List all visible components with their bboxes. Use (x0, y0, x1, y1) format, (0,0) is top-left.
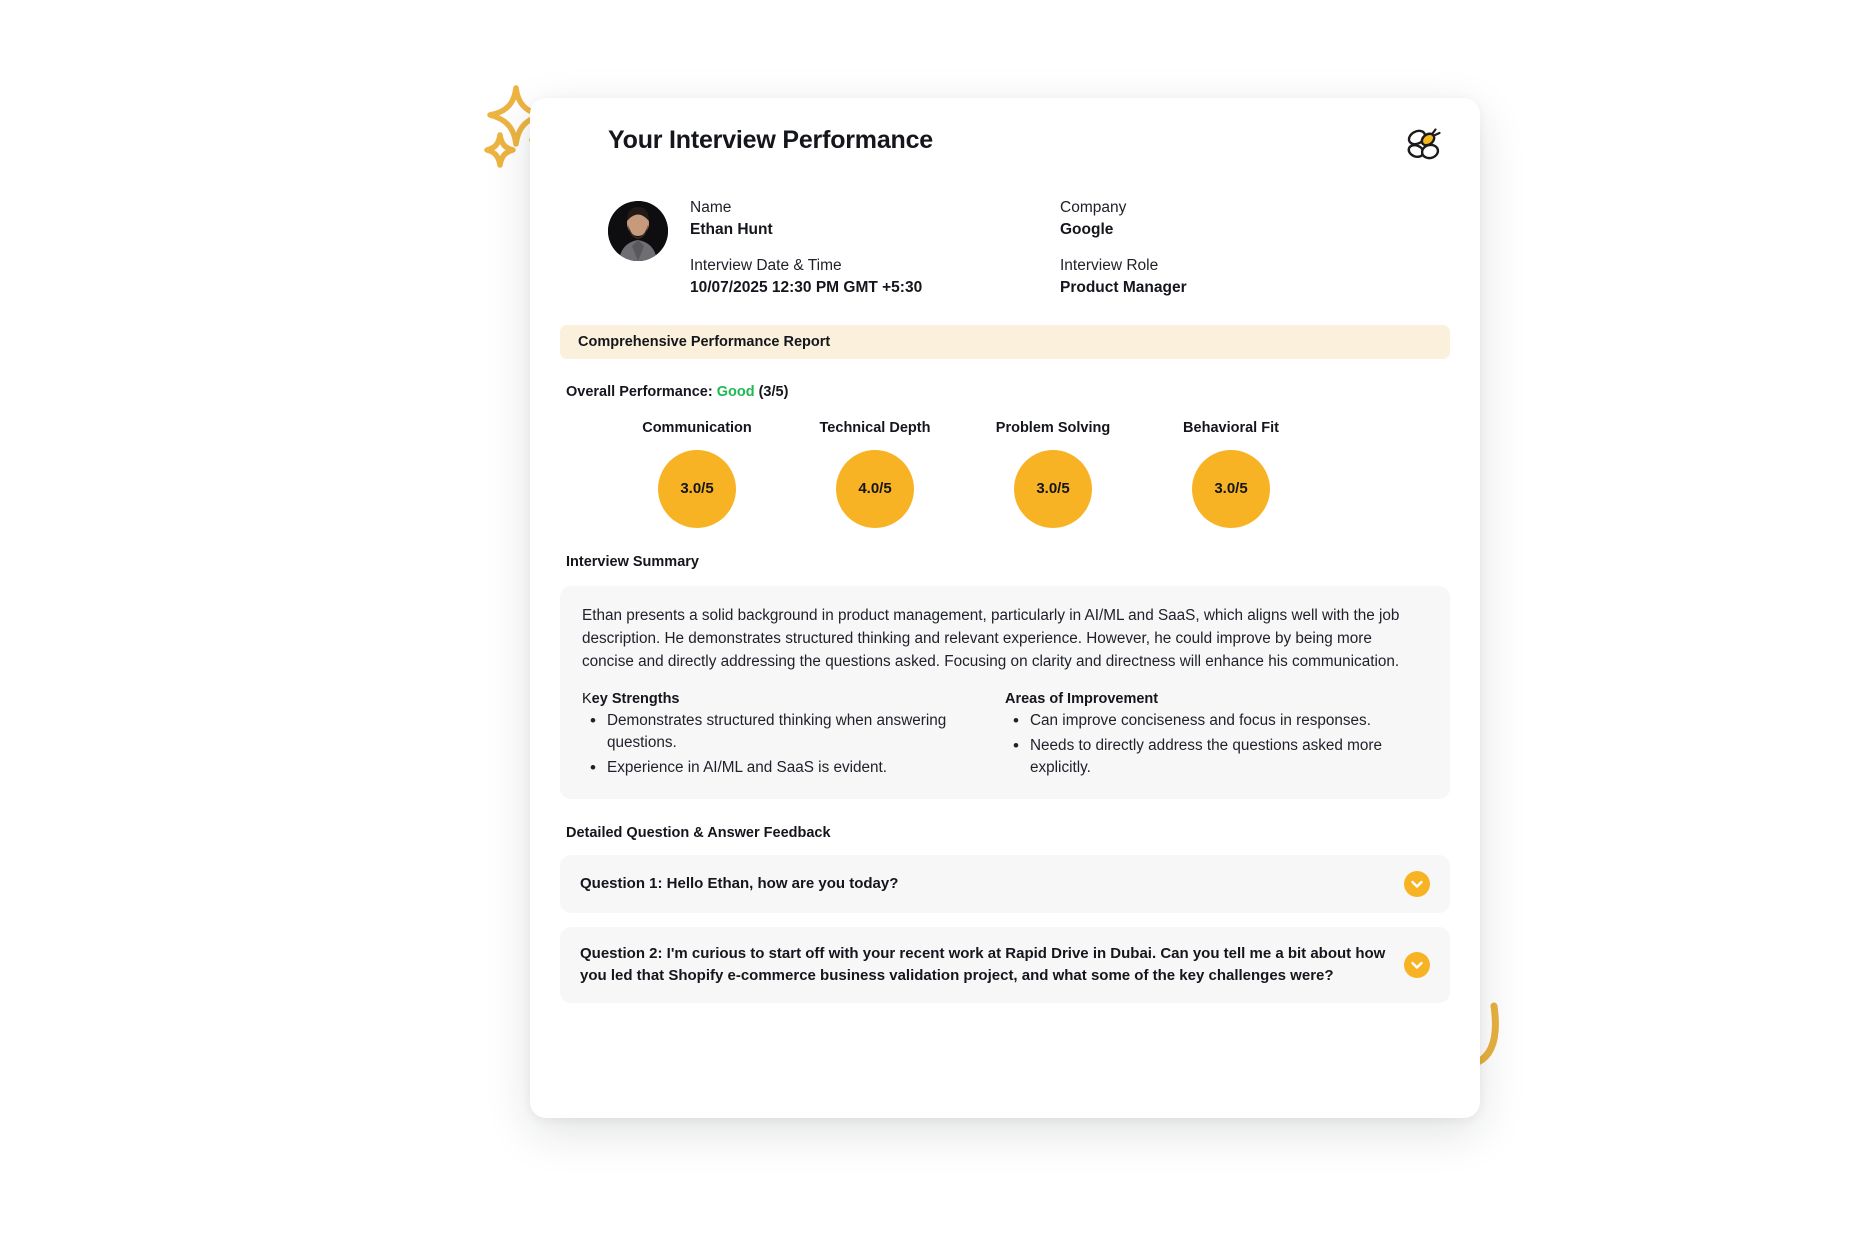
field-label: Name (690, 199, 732, 216)
score-grid (560, 420, 1450, 528)
field-value: Product Manager (1060, 278, 1187, 296)
field-value: Google (1060, 220, 1114, 238)
list-item: • Demonstrates structured thinking when answering questions. (582, 710, 987, 753)
qa-question-text: Question 2: I'm curious to start off with your recent work at Rapid Drive in Dubai. Can you tell me a bit about how you led that Shopify e-commerce business validation project, and what some of the key challenges were? (580, 944, 1386, 984)
qa-question-text: Question 1: Hello Ethan, how are you today? (580, 874, 899, 892)
field-interview-datetime (690, 256, 1060, 299)
score-label: Behavioral Fit (1183, 419, 1279, 436)
overall-score-value: (3/5) (754, 383, 789, 400)
summary-paragraph: Ethan presents a solid background in product management, particularly in AI/ML and SaaS, which aligns well with the job description. He demonstrates structured thinking and relevant experience. However, he could improve by being more concise and directly addressing the questions asked. Focusing on clarity and directness will enhance his communication. (582, 606, 1400, 671)
overall-label: Overall Performance: (566, 383, 717, 400)
score-label: Problem Solving (995, 419, 1111, 436)
field-label: Interview Date & Time (690, 256, 842, 274)
profile-block (560, 198, 1450, 299)
card-header (560, 120, 1450, 176)
field-company (1060, 198, 1390, 241)
field-name (690, 198, 1060, 241)
list-item: • Can improve conciseness and focus in responses. (1005, 710, 1410, 732)
performance-report-card (530, 98, 1480, 1118)
banner-title: Comprehensive Performance Report (578, 333, 831, 350)
comprehensive-report-banner (560, 325, 1450, 359)
score-label: Technical Depth (819, 419, 931, 436)
score-item-behavioral-fit (1142, 420, 1320, 528)
key-strengths-column (582, 691, 1005, 778)
areas-of-improvement-column (1005, 691, 1428, 778)
key-strengths-title (582, 691, 987, 707)
score-badge: 4.0/5 (836, 450, 914, 528)
qa-list (560, 855, 1450, 1003)
field-value: Ethan Hunt (690, 220, 773, 238)
score-item-technical-depth (786, 420, 964, 528)
interview-summary-title: Interview Summary (566, 553, 699, 570)
overall-performance (560, 384, 1450, 400)
key-strengths-title-rest: ey Strengths (591, 691, 680, 708)
interview-summary-box (560, 586, 1450, 799)
chevron-down-icon[interactable] (1404, 871, 1430, 897)
score-badge: 3.0/5 (658, 450, 736, 528)
field-label: Interview Role (1060, 256, 1159, 274)
avatar (608, 201, 668, 261)
field-label: Company (1060, 199, 1127, 216)
list-item: • Experience in AI/ML and SaaS is evident. (582, 757, 987, 779)
areas-of-improvement-list (1005, 710, 1410, 778)
key-strengths-list (582, 710, 987, 778)
qa-item-question-2[interactable] (560, 927, 1450, 1003)
field-value: 10/07/2025 12:30 PM GMT +5:30 (690, 278, 923, 296)
score-badge: 3.0/5 (1014, 450, 1092, 528)
chevron-down-icon[interactable] (1404, 952, 1430, 978)
key-strengths-title-initial: K (582, 691, 592, 708)
score-label: Communication (642, 419, 752, 436)
bee-icon (1404, 124, 1446, 166)
areas-of-improvement-title: Areas of Improvement (1005, 691, 1159, 708)
qa-item-question-1[interactable] (560, 855, 1450, 913)
score-badge: 3.0/5 (1192, 450, 1270, 528)
qa-feedback-title: Detailed Question & Answer Feedback (566, 824, 831, 841)
field-interview-role (1060, 256, 1390, 299)
list-item: • Needs to directly address the questions asked more explicitly. (1005, 735, 1410, 778)
score-item-communication (608, 420, 786, 528)
page-title: Your Interview Performance (608, 126, 934, 154)
overall-rating-value: Good (716, 383, 755, 400)
score-item-problem-solving (964, 420, 1142, 528)
